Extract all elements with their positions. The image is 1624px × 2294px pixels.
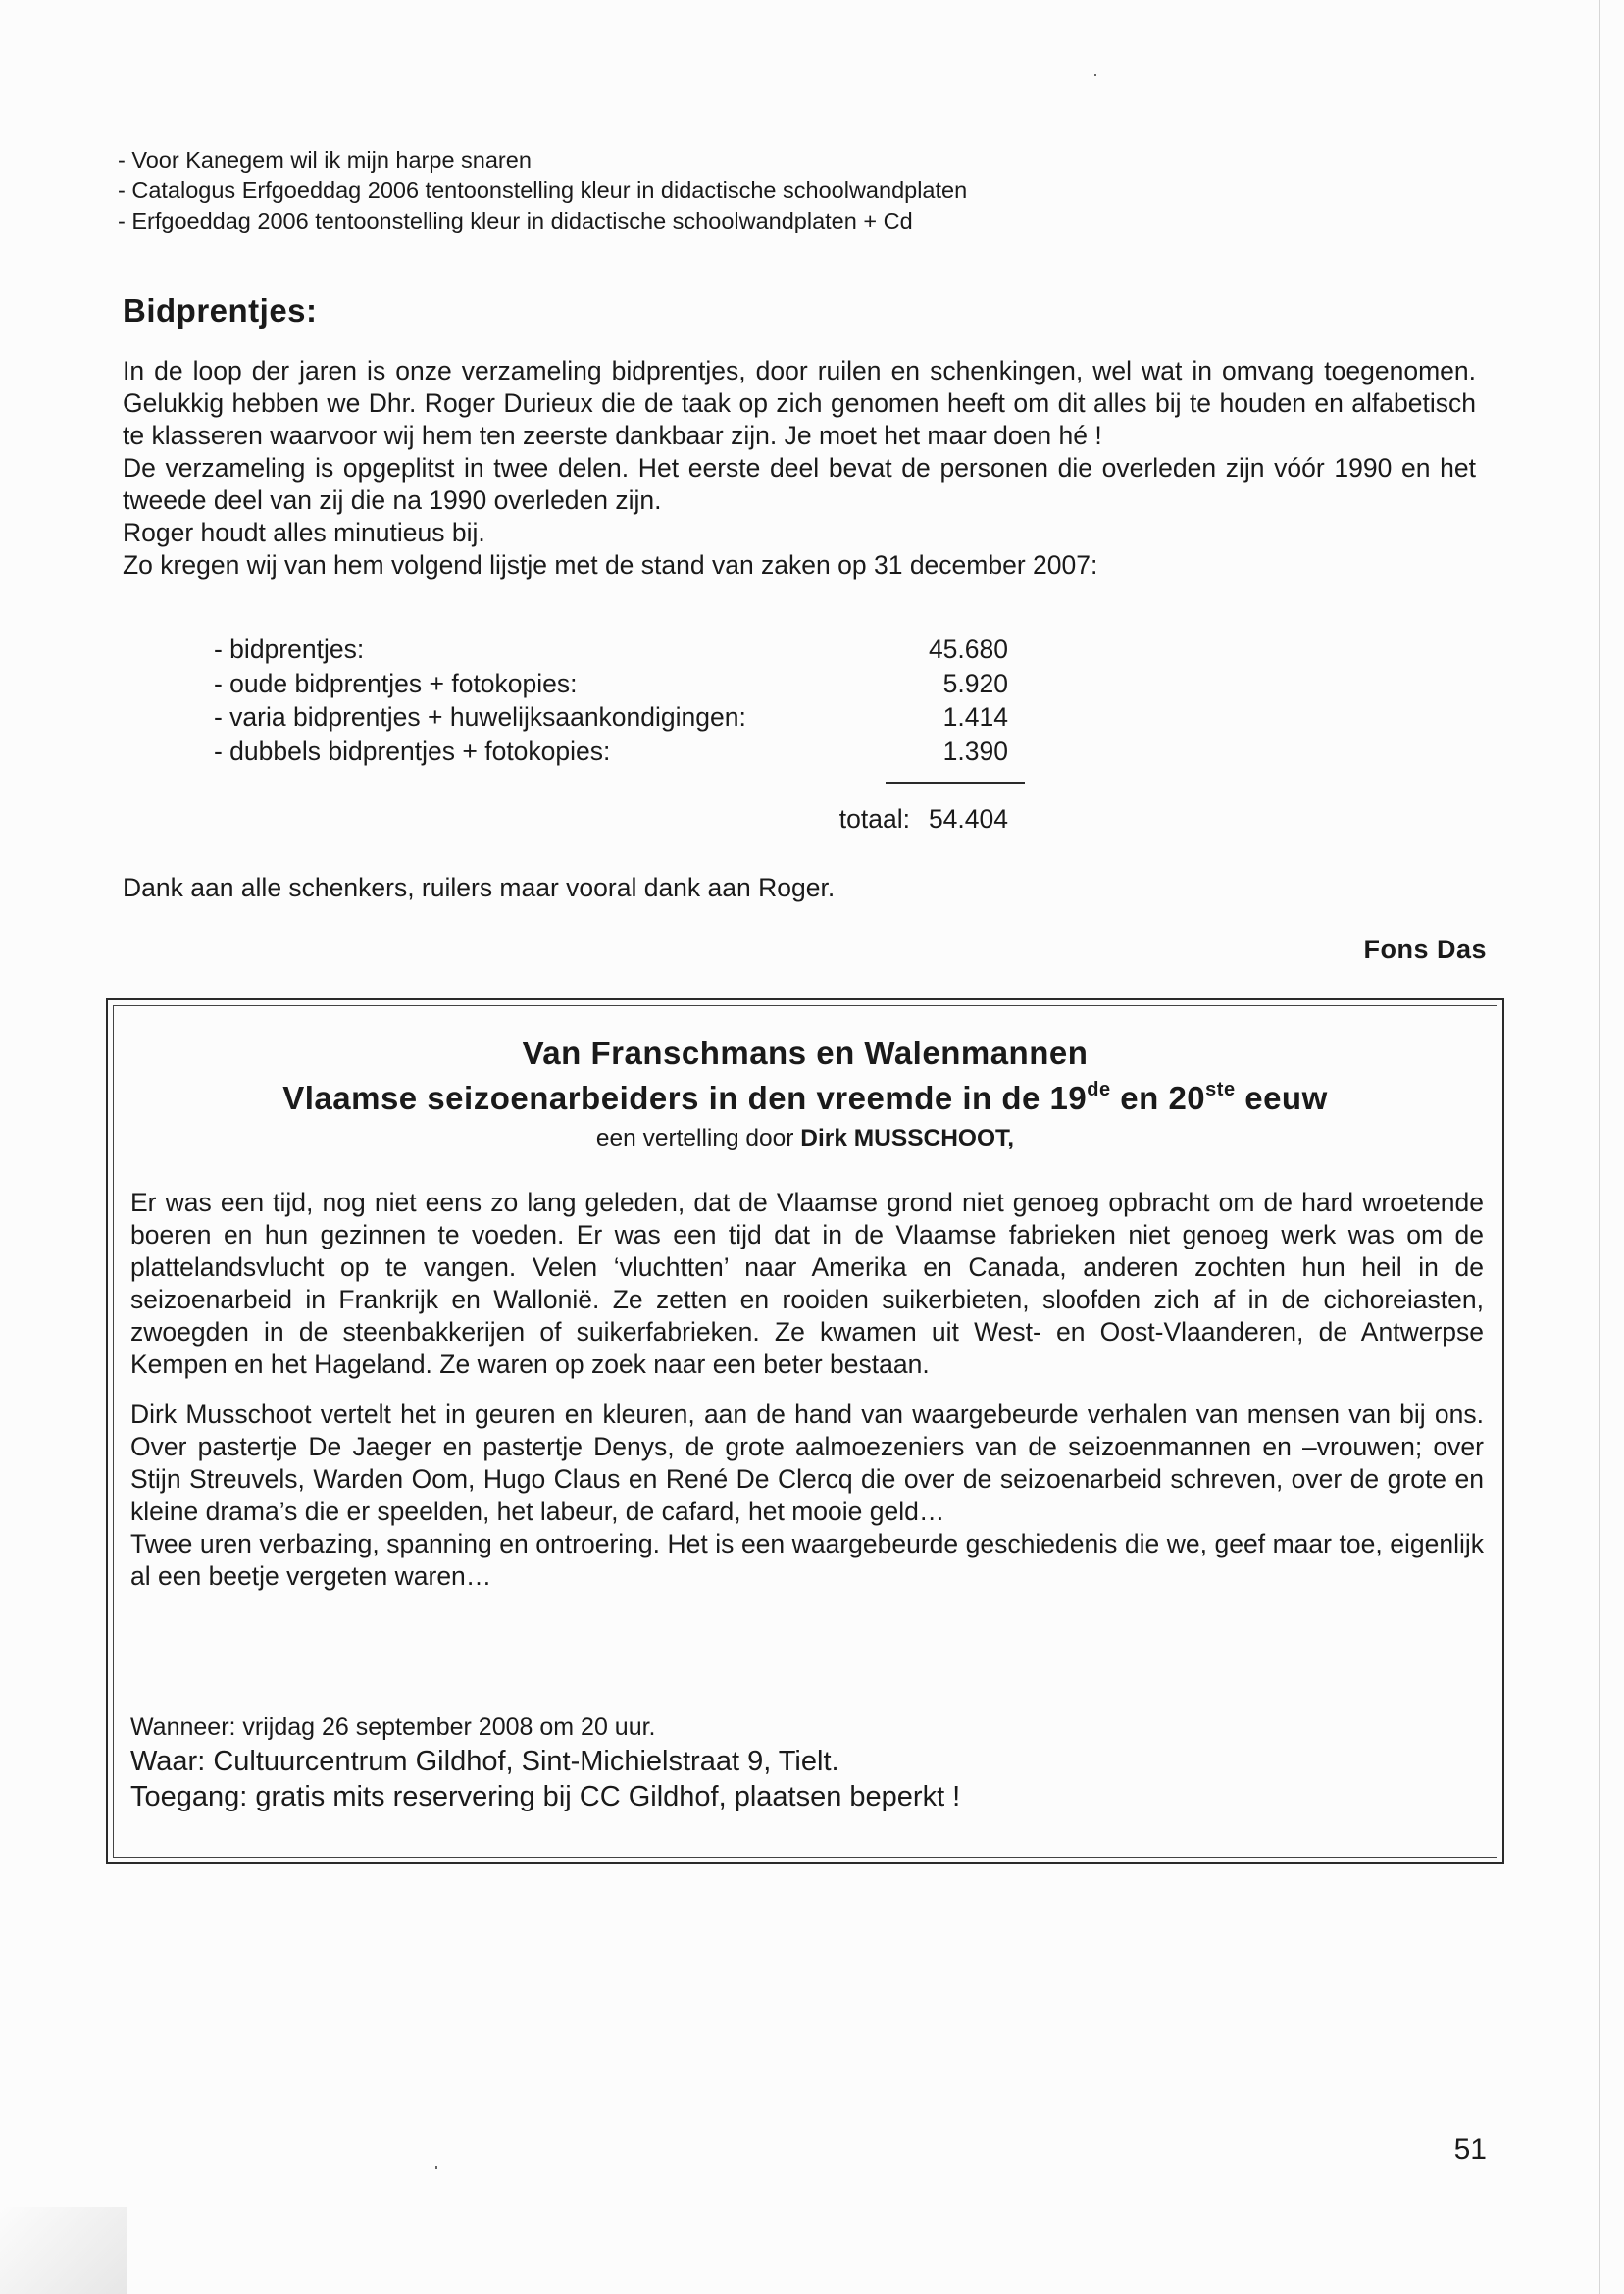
total-label: totaal:: [838, 804, 910, 834]
announcement-paragraph: Dirk Musschoot vertelt het in geuren en kleuren, aan de hand van waargebeurde verhalen van mensen van bij ons. Over pastertje De Jaeger en pastertje Denys, de grote aalmoezeniers van de seizoenmannen en –vrouwen; over Stijn Streuvels, Warden Oom, Hugo Claus en René De Clercq die over de seizoenarbeid schreven, over de grote en kleine drama’s die er speelden, het labeur, de cafard, het mooie geld…: [130, 1400, 1484, 1526]
subtitle-text: Vlaamse seizoenarbeiders in den vreemde in de 19: [282, 1080, 1088, 1116]
scan-speck: [1094, 74, 1096, 76]
stat-row: [214, 633, 1018, 667]
subtitle-text: eeuw: [1235, 1080, 1328, 1116]
body-paragraph: Roger houdt alles minutieus bij.: [123, 518, 485, 547]
section-heading: Bidprentjes:: [123, 292, 318, 329]
body-paragraph: In de loop der jaren is onze verzameling bidprentjes, door ruilen en schenkingen, wel wat in omvang toegenomen. Gelukkig hebben we Dhr. Roger Durieux die de taak op zich genomen heeft om dit alles bij te houden en alfabetisch te klasseren waarvoor wij hem ten zeerste dankbaar zijn. Je moet het maar doen hé !: [123, 356, 1476, 450]
section-body: [123, 355, 1476, 582]
stat-label: - oude bidprentjes + fotokopies:: [214, 668, 578, 698]
stats-list: [214, 633, 1018, 768]
reference-item: - Voor Kanegem wil ik mijn harpe snaren: [118, 147, 532, 173]
sum-divider: [886, 782, 1025, 784]
announcement-details: [130, 1711, 1484, 1814]
reference-list: [118, 145, 1294, 236]
stat-label: - bidprentjes:: [214, 635, 365, 664]
stat-label: - varia bidprentjes + huwelijksaankondigingen:: [214, 702, 746, 732]
stat-value: 1.390: [942, 736, 1008, 766]
event-access: Toegang: gratis mits reservering bij CC Gildhof, plaatsen beperkt !: [130, 1781, 961, 1812]
reference-item: - Erfgoeddag 2006 tentoonstelling kleur in didactische schoolwandplaten + Cd: [118, 208, 913, 233]
scan-edge: [1599, 0, 1600, 2294]
stat-value: 5.920: [942, 668, 1008, 698]
author-signature: Fons Das: [1363, 935, 1487, 964]
page-number: 51: [1453, 2133, 1487, 2166]
announcement-title: Van Franschmans en Walenmannen: [522, 1035, 1089, 1071]
total-value: 54.404: [928, 804, 1008, 834]
stat-value: 1.414: [942, 702, 1008, 732]
thanks-line: Dank aan alle schenkers, ruilers maar vooral dank aan Roger.: [123, 873, 836, 902]
stat-row: [214, 700, 1018, 735]
body-paragraph: De verzameling is opgeplitst in twee delen. Het eerste deel bevat de personen die overleden zijn vóór 1990 en het tweede deel van zij die na 1990 overleden zijn.: [123, 453, 1476, 515]
announcement-subtitle: [113, 1079, 1497, 1117]
event-where: Waar: Cultuurcentrum Gildhof, Sint-Michielstraat 9, Tielt.: [130, 1746, 839, 1777]
subtitle-superscript: de: [1087, 1079, 1111, 1100]
stat-row: [214, 735, 1018, 769]
scan-speck: [435, 2166, 437, 2169]
reference-item: - Catalogus Erfgoeddag 2006 tentoonstelling kleur in didactische schoolwandplaten: [118, 178, 968, 203]
announcement-body: [130, 1187, 1484, 1593]
stat-row: [214, 667, 1018, 701]
total-row: [686, 804, 1008, 840]
body-paragraph: Zo kregen wij van hem volgend lijstje met de stand van zaken op 31 december 2007:: [123, 550, 1098, 580]
subtitle-superscript: ste: [1205, 1079, 1236, 1100]
announcement-paragraph: Twee uren verbazing, spanning en ontroering. Het is een waargebeurde geschiedenis die we, geef maar toe, eigenlijk al een beetje vergeten waren…: [130, 1529, 1484, 1591]
event-when: Wanneer: vrijdag 26 september 2008 om 20 uur.: [130, 1713, 656, 1741]
byline-prefix: een vertelling door: [595, 1125, 801, 1151]
byline-name: Dirk MUSSCHOOT,: [800, 1125, 1015, 1151]
scan-shadow: [0, 2207, 127, 2294]
stat-label: - dubbels bidprentjes + fotokopies:: [214, 736, 611, 766]
subtitle-text: en 20: [1110, 1080, 1206, 1116]
stat-value: 45.680: [928, 635, 1008, 664]
announcement-byline: [113, 1125, 1497, 1152]
announcement-paragraph: Er was een tijd, nog niet eens zo lang geleden, dat de Vlaamse grond niet genoeg opbracht om de hard wroetende boeren en hun gezinnen te voeden. Er was een tijd dat in de Vlaamse fabrieken niet genoeg werk was om de plattelandsvlucht op te vangen. Velen ‘vluchtten’ naar Amerika en Canada, anderen zochten hun heil in de seizoenarbeid in Frankrijk en Wallonië. Ze zetten en rooiden suikerbieten, sloofden zich af in de cichoreiasten, zwoegden in de steenbakkerijen of suikerfabrieken. Ze kwamen uit West- en Oost-Vlaanderen, de Antwerpse Kempen en het Hageland. Ze waren op zoek naar een beter bestaan.: [130, 1188, 1484, 1379]
